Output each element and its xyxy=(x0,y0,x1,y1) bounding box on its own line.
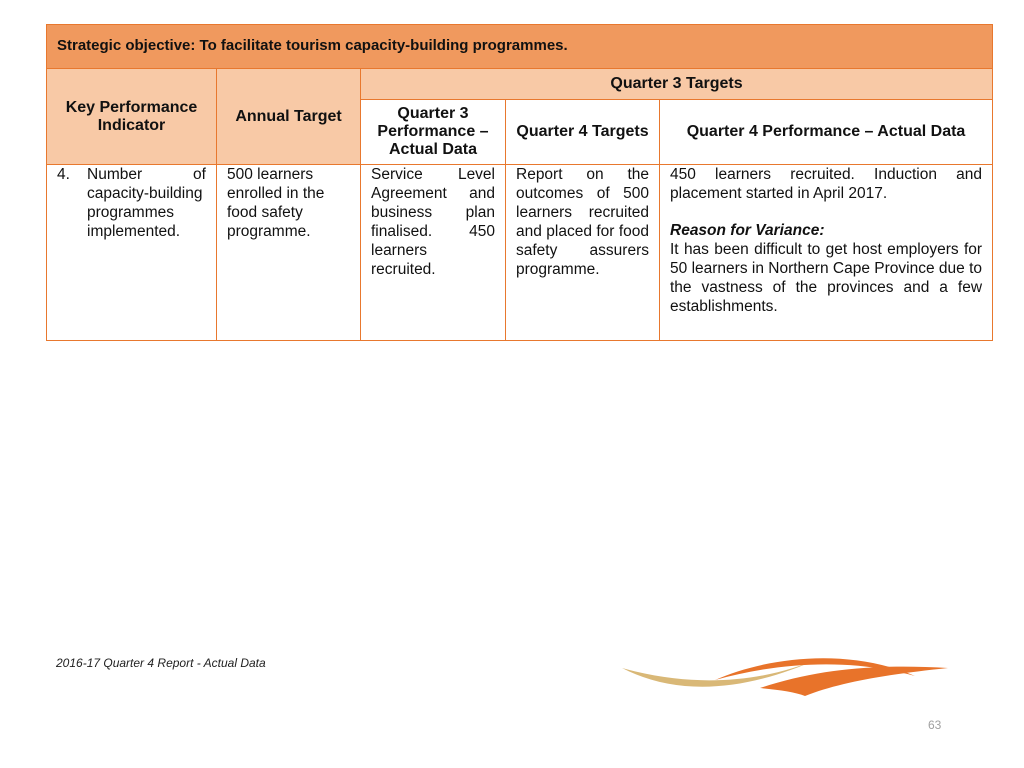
annual-target-cell: 500 learners enrolled in the food safety programme. xyxy=(217,165,361,341)
header-q3-performance: Quarter 3 Performance – Actual Data xyxy=(361,100,506,165)
header-q4-performance: Quarter 4 Performance – Actual Data xyxy=(660,100,993,165)
strategic-objective: Strategic objective: To facilitate tourism capacity-building programmes. xyxy=(47,25,993,69)
kpi-number: 4. xyxy=(57,166,70,183)
q4-targets-cell: Report on the outcomes of 500 learners recruited and placed for food safety assurers programme. xyxy=(506,165,660,341)
table-row xyxy=(47,165,993,341)
report-footer: 2016-17 Quarter 4 Report - Actual Data xyxy=(56,656,266,670)
performance-table xyxy=(46,24,993,341)
header-annual-target: Annual Target xyxy=(217,69,361,165)
kpi-cell xyxy=(47,165,217,341)
q3-performance-cell: Service Level Agreement and business plan finalised. 450 learners recruited. xyxy=(361,165,506,341)
header-q3-targets: Quarter 3 Targets xyxy=(361,69,993,100)
page-number: 63 xyxy=(928,718,942,732)
header-kpi: Key Performance Indicator xyxy=(47,69,217,165)
header-q4-targets: Quarter 4 Targets xyxy=(506,100,660,165)
variance-title: Reason for Variance: xyxy=(670,222,825,239)
q4-performance-text: 450 learners recruited. Induction and placement started in April 2017. xyxy=(670,166,983,202)
kpi-text: Number of capacity-building programmes implemented. xyxy=(87,166,206,240)
variance-text: It has been difficult to get host employers for 50 learners in Northern Cape Province due to the vastness of the provinces and a few establishments. xyxy=(670,241,983,315)
swoosh-logo xyxy=(620,648,950,700)
q4-performance-cell xyxy=(660,165,993,341)
